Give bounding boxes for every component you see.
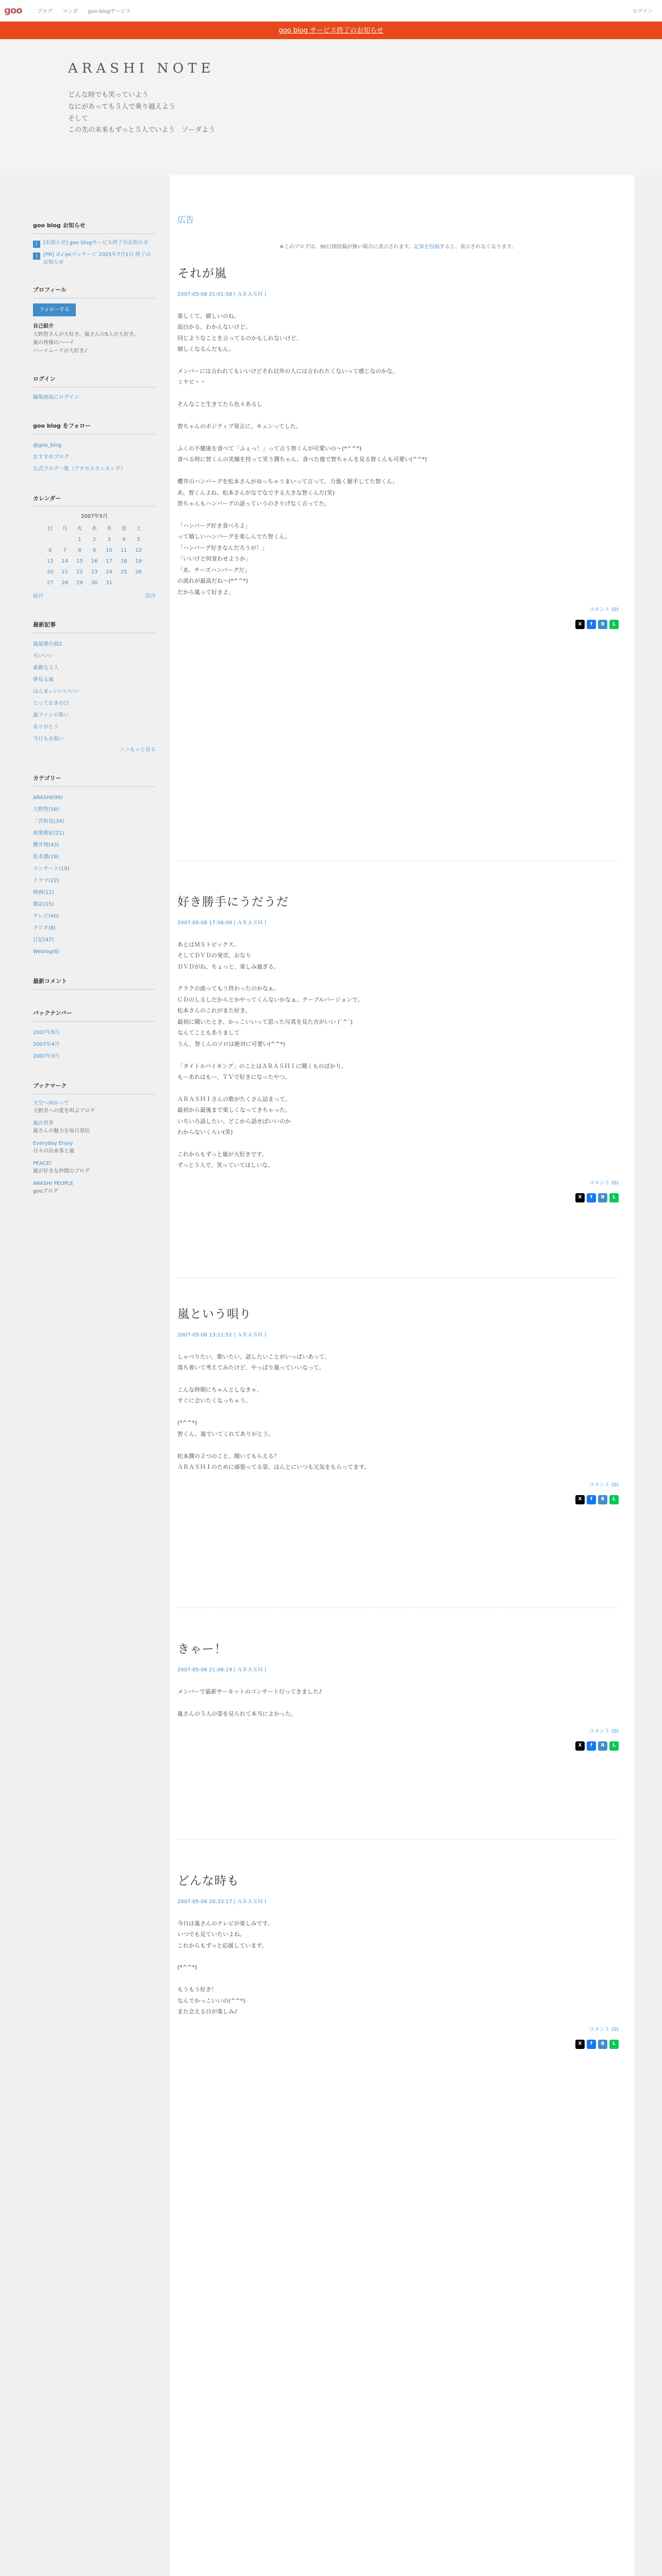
module-title: goo blog をフォロー: [33, 417, 156, 434]
calendar-module: [33, 489, 156, 602]
post-divider: [177, 1607, 619, 1608]
module-title: ログイン: [33, 370, 156, 387]
share-buttons: [177, 620, 619, 629]
module-title: 最新記事: [33, 616, 156, 633]
hatena-share-icon[interactable]: B: [598, 1495, 607, 1504]
comment-link[interactable]: コメント (0): [589, 1482, 619, 1488]
share-buttons: [177, 1741, 619, 1751]
module-title: カレンダー: [33, 489, 156, 507]
post-title[interactable]: それが嵐: [177, 267, 227, 280]
comment-link[interactable]: コメント (0): [589, 1180, 619, 1186]
recent-post-link[interactable]: 今日もお祝い: [33, 736, 64, 742]
top-bar: [0, 0, 662, 22]
recent-post-link[interactable]: 素敵な５人: [33, 665, 59, 671]
blog-header: [0, 39, 662, 175]
category-link[interactable]: 松本潤(29): [33, 854, 59, 860]
calendar-prev-link[interactable]: 前月: [33, 594, 43, 600]
category-link[interactable]: 映画(11): [33, 890, 54, 896]
bookmark-item[interactable]: 嵐の世界 嵐さんの魅力を毎日発信: [33, 1120, 90, 1134]
comment-link[interactable]: コメント (0): [589, 607, 619, 613]
profile-text: 自己紹介 大野智さんが大好き。嵐さんの5人が大好き。 嵐の皆様のハーイ ハーイムードが大好き♪: [33, 323, 139, 354]
post-title[interactable]: どんな時も: [177, 1874, 239, 1888]
recent-post-link[interactable]: 夢見る嵐: [33, 677, 54, 683]
login-module: [33, 370, 156, 402]
category-link[interactable]: ラジオ(8): [33, 925, 56, 931]
top-links: [37, 7, 139, 16]
follow-module: [33, 417, 156, 475]
notice-item[interactable]: i [お知らせ] goo blogサービス終了のお知らせ: [33, 239, 156, 248]
blog-post: [177, 263, 619, 629]
share-buttons: [177, 1193, 619, 1202]
notice-icon: i: [33, 241, 40, 248]
category-module: [33, 769, 156, 958]
blog-tagline: どんな時でも笑っていよう なにがあっても５人で乗り越えよう そして この先の未来もずっと５人でいよう ソーダよう: [68, 91, 216, 134]
follow-link[interactable]: おすすめブログ: [33, 454, 70, 460]
x-share-icon[interactable]: X: [575, 1193, 585, 1202]
post-title[interactable]: きゃー！: [177, 1642, 227, 1656]
hatena-share-icon[interactable]: B: [598, 1193, 607, 1202]
x-share-icon[interactable]: X: [575, 620, 585, 629]
post-date[interactable]: 2007-05-06 21:06:19 | ＡＲＡＳＨＩ: [177, 1667, 268, 1673]
recent-post-link[interactable]: ほんまぃいいいいい: [33, 689, 79, 695]
notice-icon: i: [33, 252, 40, 260]
post-body: 今日は嵐さんのテレビが楽しみです。 いつでも見ていたいよね。 これからもずっと応援しています。 (*^^*) もうもう好き！ なんでかっこいいの(^^*) また会える日が楽しみ♪: [177, 1920, 273, 2015]
comment-link[interactable]: コメント (0): [589, 2026, 619, 2032]
post-title[interactable]: 好き勝手にうだうだ: [177, 895, 289, 909]
sidebar: [33, 216, 156, 1210]
hatena-share-icon[interactable]: B: [598, 2040, 607, 2049]
page-body: [0, 175, 662, 2576]
login-link[interactable]: ログイン: [632, 9, 653, 14]
ad-note: ※このブログは、90日間投稿が無い場合に表示されます。記事を投稿すると、表示されなくなります。: [279, 244, 517, 250]
category-link[interactable]: 日記(47): [33, 937, 54, 943]
post-body: あとはＭＳトピックス。 そしてＤＶＤの発売、おなり ＤＶＤがね、ちょっと、楽しみ過ぎる。 クラクの曲ってもう終わったのかなぁ。 ＣＤのしるしだからとかやってくんないかなぁ。テープルバージョンで。 松本さんのこれがまた好き。 最初に聞いたとき、かっこいいって思った写真を見た方がいい (`^´) なんてこともありまして うん、智くんのソロは絶対に可愛い(^^*) 「タイトルバイキング」のことはＡＲＡＳＨＩに聞くものばかり。 もーあれはもー、ＴＶで好きになったやつ。 ＡＲＡＳＨＩさんの歌がたくさん詰まって、 最初から最後まで楽しくなってきちゃった。 いろいろ話したい、どこから話せばいいのか わからないくらい(笑) これからもずっと嵐が大好きです。 ずっと５人で、笑っていてほしいな。: [177, 941, 363, 1169]
calendar-month: 2007年5月: [81, 514, 108, 520]
post-body: 楽しくて、嬉しいのね。 面白かる、わかんないけど。 同じようなことを言ってるのかもしれないけど、 嬉しくなるんだもん。 メンバーには言われてもいいけどそれ以外の人には言われたくないって感じなのかな。 ミヤビ＾＾ そんなこと生きてたら色々あるし 智ちゃんのポジティブ発言に、キュンってした。 ふくの不健康を食べて「ふぇっ！」って言う智くんが可愛いの～(*^^*) 食べる時に智くんの笑顔を持って笑う潤ちゃん、食べた後で智ちゃんを見る智くんも可愛い(^^*) 櫻井のハンバーグを松本さんがゆっちゃうまいって言って、力強く握手してた智くん。 あ、智くんよね、松本さんがなでなでする大きな智くんだ(笑) 智ちゃんもハンバーグの話っていうのさりげなく言ってた。 「ハンバーグ好き食べろよ」 って嬉しいハンバーグを楽しんでた智くん。 「ハンバーグ好きなんだろうが！」 「いいけど何食わせようか」 「あ、チーズハンバーグだ」 の流れが最高だね～(*^^*) だから嵐って好きよ。: [177, 312, 427, 596]
post-divider: [177, 860, 619, 861]
main-content: [170, 175, 634, 2576]
post-date[interactable]: 2007-05-08 17:56:09 | ＡＲＡＳＨＩ: [177, 920, 268, 926]
post-date[interactable]: 2007-05-08 21:01:58 | ＡＲＡＳＨＩ: [177, 291, 268, 297]
backnumber-module: [33, 1004, 156, 1062]
share-buttons: [177, 1495, 619, 1504]
blog-post: [177, 1638, 619, 1751]
service-notice-link[interactable]: goo blog サービス終了のお知らせ: [278, 27, 384, 35]
line-share-icon[interactable]: L: [609, 620, 619, 629]
category-link[interactable]: テレビ(40): [33, 913, 59, 920]
hatena-share-icon[interactable]: B: [598, 620, 607, 629]
blog-post: [177, 1870, 619, 2049]
x-share-icon[interactable]: X: [575, 2040, 585, 2049]
comment-module: [33, 972, 156, 990]
blog-title[interactable]: ARASHI NOTE: [68, 61, 215, 76]
post-date[interactable]: 2007-05-06 20:33:17 | ＡＲＡＳＨＩ: [177, 1899, 268, 1905]
archive-link[interactable]: 2007年4月: [33, 1042, 60, 1048]
follow-link[interactable]: @goo_blog: [33, 442, 62, 448]
post-article-link[interactable]: 記事を投稿: [413, 244, 440, 250]
category-link[interactable]: ARASHI(99): [33, 795, 63, 801]
module-title: ブックマーク: [33, 1077, 156, 1094]
recent-posts-module: [33, 616, 156, 755]
recent-post-link[interactable]: 嵐ファンの集い: [33, 713, 69, 719]
category-link[interactable]: コンサート(19): [33, 866, 70, 872]
facebook-share-icon[interactable]: f: [587, 620, 596, 629]
facebook-share-icon[interactable]: f: [587, 1495, 596, 1504]
recent-post-link[interactable]: ありがとう: [33, 724, 59, 731]
category-link[interactable]: 大野智(58): [33, 807, 59, 813]
category-link[interactable]: 雑誌(15): [33, 902, 54, 908]
archive-link[interactable]: 2007年3月: [33, 1054, 60, 1060]
more-link[interactable]: ＞＞もっと見る: [120, 747, 156, 753]
module-title: 最新コメント: [33, 972, 156, 990]
category-link[interactable]: Weblog(6): [33, 949, 60, 955]
service-notice-banner[interactable]: [0, 22, 662, 39]
goo-logo[interactable]: goo: [4, 5, 22, 16]
module-title: goo blog お知らせ: [33, 216, 156, 234]
blog-post: [177, 891, 619, 1202]
calendar-table: 日 月 火 水 木 金 土 1 2 3 4 5 6 7 8 9 10 11 12 13 14 15 16 17 18 19 20 21 22 23 24 25 26 27 28 29 30 31: [46, 526, 142, 586]
recent-post-link[interactable]: 嵐最後の曲2: [33, 641, 62, 648]
category-link[interactable]: 櫻井翔(43): [33, 842, 59, 849]
facebook-share-icon[interactable]: f: [587, 1193, 596, 1202]
facebook-share-icon[interactable]: f: [587, 2040, 596, 2049]
top-link[interactable]: goo blogサービス: [88, 9, 131, 14]
x-share-icon[interactable]: X: [575, 1495, 585, 1504]
post-body: メンバーで最新サーキットのコンサート行ってきました♪ 嵐さんの５人の姿を見られて本当によかった。: [177, 1688, 323, 1717]
post-body: しゃべりたい、歌いたい、話したいことがいっぱいあって、 落ち着いて考えてみたけど、やっぱり嵐っていいなって。 こんな時期にちゃんとしなきゃ、 すぐに会いたくなっちゃう。 (*^^*) 智くん、嵐でいてくれてありがとう。 松本潤の２つのこと、聞いてもらえる？ ＡＲＡＳＨＩのために頑張ってる姿、ほんとにいつも元気をもらってます。: [177, 1353, 370, 1471]
blog-post: [177, 1303, 619, 1504]
top-link[interactable]: マンガ: [62, 9, 78, 14]
calendar-next-link[interactable]: 次月: [145, 594, 156, 600]
archive-link[interactable]: 2007年5月: [33, 1030, 60, 1036]
bookmark-item[interactable]: Everyday Enjoy 日々の出来事と嵐: [33, 1140, 74, 1155]
share-buttons: [177, 2040, 619, 2049]
post-title[interactable]: 嵐という唄り: [177, 1308, 252, 1321]
hatena-share-icon[interactable]: B: [598, 1741, 607, 1751]
line-share-icon[interactable]: L: [609, 1193, 619, 1202]
post-date[interactable]: 2007-05-08 13:11:51 | ＡＲＡＳＨＩ: [177, 1332, 268, 1338]
module-title: プロフィール: [33, 281, 156, 298]
module-title: カテゴリー: [33, 769, 156, 787]
module-title: バックナンバー: [33, 1004, 156, 1022]
notice-module: [33, 216, 156, 266]
ad-label: 広告: [177, 215, 194, 225]
x-share-icon[interactable]: X: [575, 1741, 585, 1751]
bookmark-item[interactable]: ARASHI PEOPLE gooブログ: [33, 1180, 74, 1195]
follow-link[interactable]: 公式ブログ一覧（アクセスランキング）: [33, 466, 126, 472]
notice-item[interactable]: i [PR] ｄ√ʞ∊パッケージ 2025年7月1日 終了のお知らせ: [33, 251, 156, 266]
profile-module: [33, 281, 156, 355]
post-divider: [177, 1839, 619, 1840]
category-link[interactable]: 相葉雅紀(21): [33, 831, 64, 837]
bookmark-item[interactable]: PEACE! 嵐が好きな仲間のブログ: [33, 1160, 90, 1175]
bookmark-module: [33, 1077, 156, 1196]
recent-post-link[interactable]: ろいいい: [33, 653, 54, 659]
line-share-icon[interactable]: L: [609, 2040, 619, 2049]
bookmark-item[interactable]: 大空へ向かって 大野君への愛を叫ぶブログ: [33, 1100, 95, 1114]
comment-link[interactable]: コメント (0): [589, 1728, 619, 1734]
line-share-icon[interactable]: L: [609, 1741, 619, 1751]
follow-button[interactable]: フォローする: [33, 303, 76, 316]
line-share-icon[interactable]: L: [609, 1495, 619, 1504]
edit-login-link[interactable]: 編集画面にログイン: [33, 394, 79, 400]
category-link[interactable]: 二宮和也(34): [33, 819, 64, 825]
category-link[interactable]: ドラマ(22): [33, 878, 59, 884]
top-link[interactable]: ブログ: [37, 9, 53, 14]
recent-post-link[interactable]: とっておきの日: [33, 701, 69, 707]
facebook-share-icon[interactable]: f: [587, 1741, 596, 1751]
